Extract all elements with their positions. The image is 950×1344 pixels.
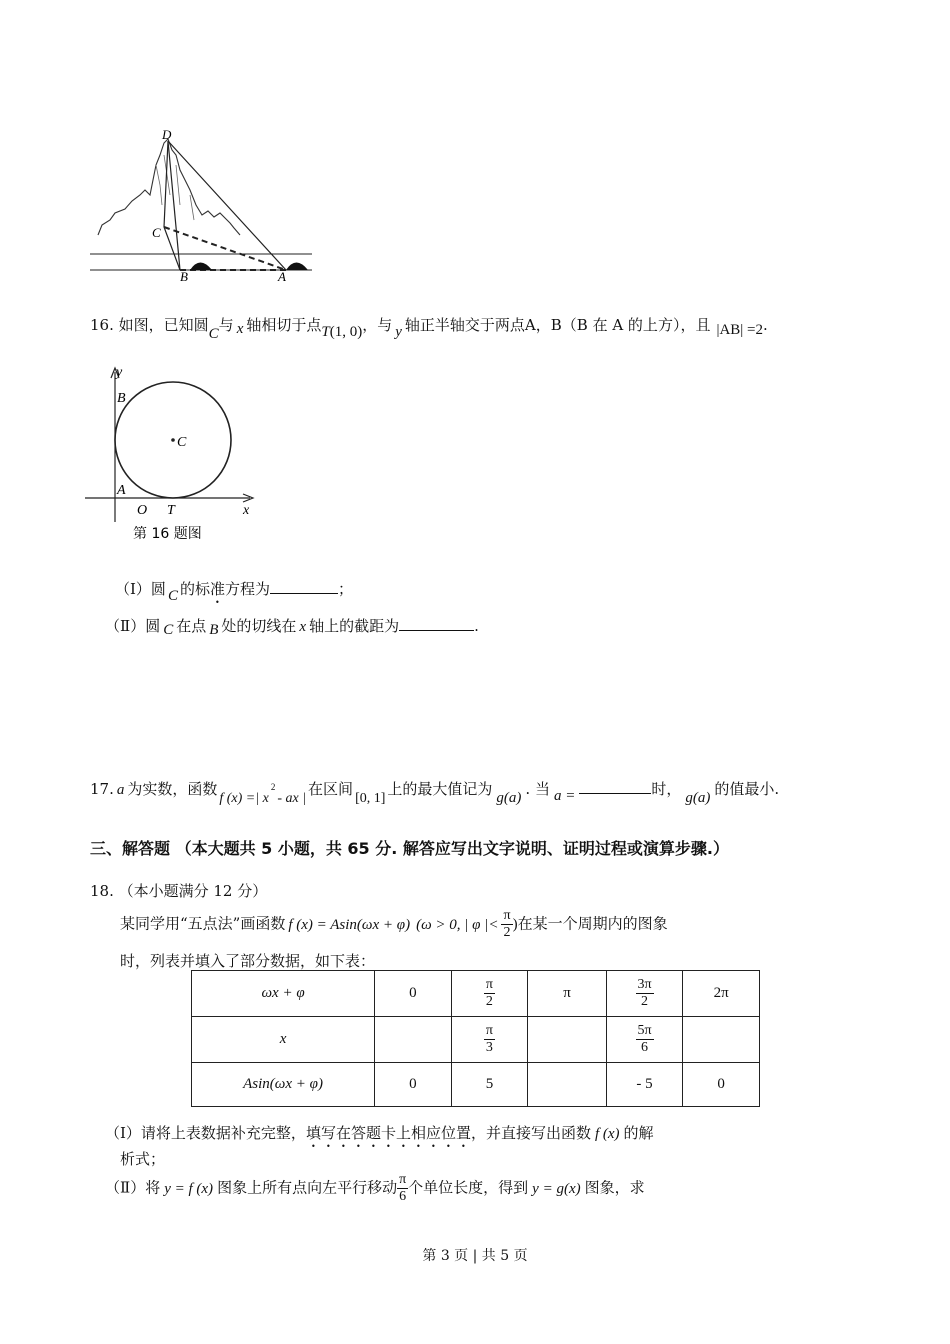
figure-caption: 第 16 题图 [133, 526, 202, 542]
point-c-label: C [177, 435, 187, 450]
axis-y-label: y [116, 365, 123, 380]
fraction: $\frac{\pi}{2}$ [503, 908, 511, 940]
table-cell: - 5 [606, 1063, 683, 1107]
table-row [192, 971, 760, 1017]
label-d: D [162, 127, 172, 142]
q18-part1-cont: 析式； [120, 1150, 166, 1168]
answer-blank [270, 579, 338, 594]
page-footer: 第 3 页 | 共 5 页 [422, 1248, 528, 1264]
label-c: C [152, 225, 161, 240]
table-cell: $\frac{\pi}{2}$ [451, 971, 528, 1017]
answer-blank [579, 779, 651, 794]
table-cell: 2π [683, 971, 760, 1017]
q18-line1: 某同学用“五点法”画函数 f (x) = Asin(ωx + φ) (ω > 0, | φ |< $\frac{\pi}{2}$ )在某一个周期内的图象 [120, 908, 668, 940]
q17-statement: 17. a 为实数，函数f (x) =| $x^2-$ ax |在区间[0, 1]上的最大值记为 g(a) . 当 a = 时， g(a) 的值最小. [90, 780, 780, 806]
q16-part2: （Ⅱ）圆 C 在点 B 处的切线在 x 轴上的截距为 . [105, 617, 479, 638]
table-row [192, 1063, 760, 1107]
point-b-label: B [117, 391, 126, 406]
table-cell: 0 [375, 1063, 452, 1107]
q18-head: 18. （本小题满分 12 分） [90, 882, 268, 900]
table-cell: $\frac{3\pi}{2}$ [606, 971, 683, 1017]
table-cell: $\frac{\pi}{3}$ [451, 1017, 528, 1063]
origin-label: O [137, 503, 148, 518]
q16-statement: 16. 如图，已知圆C与 x 轴相切于点T(1, 0)，与 y 轴正半轴交于两点A，B（B 在 A 的上方），且 |AB| =2. [90, 316, 768, 342]
q18-line2: 时，列表并填入了部分数据，如下表： [120, 952, 376, 970]
mountain-figure [90, 125, 320, 285]
q16-part1: （Ⅰ）圆 C 的标准方程为 ； [115, 580, 354, 604]
table-cell: π [528, 971, 607, 1017]
q18-part1: （Ⅰ）请将上表数据补充完整，填写在答题卡上相应位置，并直接写出函数 f (x) 的解 [105, 1124, 654, 1142]
table-cell [528, 1017, 607, 1063]
table-cell [528, 1063, 607, 1107]
table-row [192, 1017, 760, 1063]
answer-blank [399, 616, 474, 631]
table-cell: $\frac{5\pi}{6}$ [606, 1017, 683, 1063]
table-cell [375, 1017, 452, 1063]
table-cell: 0 [683, 1063, 760, 1107]
table-cell: 0 [375, 971, 452, 1017]
table-cell: x [192, 1017, 375, 1063]
q18-part2: （Ⅱ）将 y = f (x) 图象上所有点向左平行移动 $\frac{\pi}{6}$ 个单位长度，得到 y = g(x) 图象，求 [105, 1172, 645, 1204]
axis-x-label: x [243, 503, 250, 518]
table-cell: 5 [451, 1063, 528, 1107]
point-t-label: T [167, 503, 175, 518]
label-a: A [278, 269, 286, 284]
table-cell: Asin(ωx + φ) [192, 1063, 375, 1107]
five-point-table [191, 970, 760, 1107]
circle-figure [85, 362, 265, 547]
table-cell: ωx + φ [192, 971, 375, 1017]
table-cell [683, 1017, 760, 1063]
label-b: B [180, 269, 188, 284]
fraction: $\frac{\pi}{6}$ [399, 1172, 407, 1204]
section-heading: 三、解答题 （本大题共 5 小题，共 65 分. 解答应写出文字说明、证明过程或演算步骤.） [90, 839, 729, 858]
point-a-label: A [117, 483, 126, 498]
